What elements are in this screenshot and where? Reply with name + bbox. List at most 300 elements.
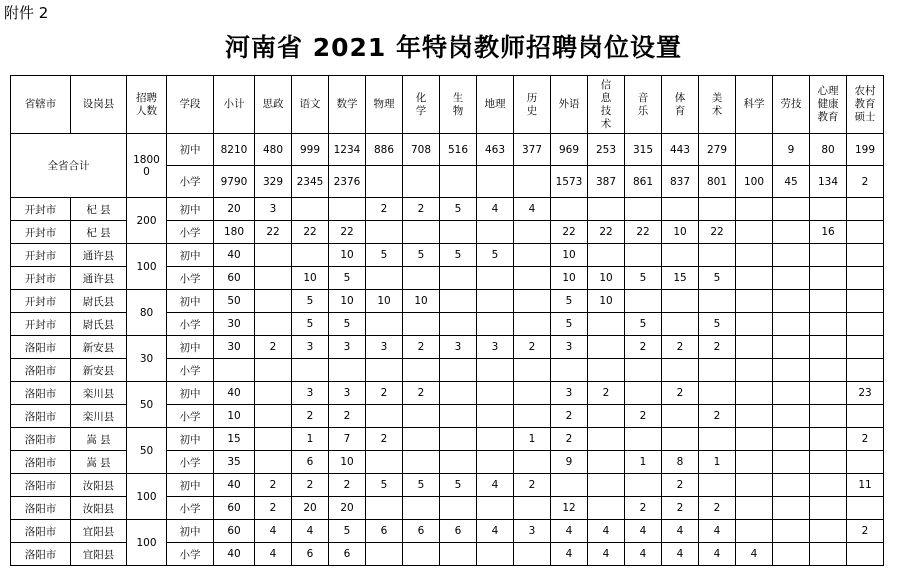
value-cell bbox=[403, 543, 440, 566]
value-cell: 5 bbox=[292, 313, 329, 336]
value-cell bbox=[662, 405, 699, 428]
value-cell bbox=[292, 244, 329, 267]
value-cell bbox=[514, 290, 551, 313]
value-cell: 2 bbox=[403, 382, 440, 405]
value-cell bbox=[810, 244, 847, 267]
value-cell bbox=[699, 382, 736, 405]
value-cell bbox=[847, 336, 884, 359]
value-cell bbox=[773, 359, 810, 382]
value-cell bbox=[736, 244, 773, 267]
value-cell: 9790 bbox=[214, 166, 255, 198]
value-cell bbox=[773, 290, 810, 313]
value-cell bbox=[366, 543, 403, 566]
value-cell: 2 bbox=[403, 336, 440, 359]
value-cell bbox=[810, 336, 847, 359]
column-header: 物理 bbox=[366, 76, 403, 134]
value-cell bbox=[255, 451, 292, 474]
value-cell: 6 bbox=[366, 520, 403, 543]
county-cell: 新安县 bbox=[71, 336, 127, 359]
value-cell: 35 bbox=[214, 451, 255, 474]
value-cell: 1 bbox=[625, 451, 662, 474]
value-cell bbox=[847, 313, 884, 336]
value-cell: 5 bbox=[292, 290, 329, 313]
value-cell: 2 bbox=[366, 382, 403, 405]
value-cell: 15 bbox=[662, 267, 699, 290]
value-cell bbox=[736, 134, 773, 166]
value-cell: 2 bbox=[662, 474, 699, 497]
value-cell bbox=[255, 405, 292, 428]
value-cell bbox=[366, 166, 403, 198]
value-cell bbox=[736, 405, 773, 428]
value-cell: 4 bbox=[699, 520, 736, 543]
value-cell bbox=[514, 221, 551, 244]
value-cell: 5 bbox=[366, 244, 403, 267]
value-cell bbox=[477, 166, 514, 198]
value-cell: 3 bbox=[440, 336, 477, 359]
value-cell bbox=[773, 336, 810, 359]
value-cell: 708 bbox=[403, 134, 440, 166]
value-cell bbox=[810, 520, 847, 543]
value-cell: 2 bbox=[403, 198, 440, 221]
value-cell: 10 bbox=[551, 244, 588, 267]
city-cell: 洛阳市 bbox=[11, 405, 71, 428]
total-label: 全省合计 bbox=[11, 134, 127, 198]
value-cell bbox=[366, 497, 403, 520]
value-cell bbox=[440, 313, 477, 336]
table-row bbox=[11, 520, 884, 543]
value-cell bbox=[773, 543, 810, 566]
value-cell: 2 bbox=[847, 166, 884, 198]
value-cell: 5 bbox=[625, 267, 662, 290]
county-cell: 汝阳县 bbox=[71, 474, 127, 497]
value-cell bbox=[810, 451, 847, 474]
value-cell: 2 bbox=[514, 474, 551, 497]
value-cell: 886 bbox=[366, 134, 403, 166]
value-cell bbox=[255, 382, 292, 405]
column-header: 音 乐 bbox=[625, 76, 662, 134]
value-cell: 4 bbox=[736, 543, 773, 566]
value-cell bbox=[810, 405, 847, 428]
value-cell: 5 bbox=[699, 313, 736, 336]
value-cell bbox=[440, 166, 477, 198]
value-cell bbox=[403, 221, 440, 244]
value-cell bbox=[477, 221, 514, 244]
value-cell bbox=[588, 451, 625, 474]
value-cell bbox=[773, 474, 810, 497]
value-cell bbox=[588, 359, 625, 382]
value-cell bbox=[477, 313, 514, 336]
recruit-count: 100 bbox=[127, 474, 167, 520]
value-cell bbox=[440, 497, 477, 520]
recruit-count: 80 bbox=[127, 290, 167, 336]
value-cell bbox=[736, 336, 773, 359]
county-cell: 新安县 bbox=[71, 359, 127, 382]
value-cell: 6 bbox=[292, 543, 329, 566]
value-cell bbox=[477, 543, 514, 566]
value-cell: 20 bbox=[292, 497, 329, 520]
value-cell: 60 bbox=[214, 497, 255, 520]
value-cell bbox=[810, 474, 847, 497]
value-cell bbox=[625, 428, 662, 451]
value-cell bbox=[514, 382, 551, 405]
value-cell: 443 bbox=[662, 134, 699, 166]
value-cell bbox=[440, 359, 477, 382]
value-cell: 4 bbox=[625, 520, 662, 543]
stage-cell: 小学 bbox=[167, 451, 214, 474]
table-row bbox=[11, 198, 884, 221]
value-cell bbox=[440, 405, 477, 428]
value-cell bbox=[514, 497, 551, 520]
value-cell bbox=[810, 428, 847, 451]
city-cell: 洛阳市 bbox=[11, 336, 71, 359]
value-cell bbox=[736, 474, 773, 497]
value-cell: 23 bbox=[847, 382, 884, 405]
column-header: 数学 bbox=[329, 76, 366, 134]
value-cell bbox=[699, 244, 736, 267]
value-cell: 5 bbox=[403, 244, 440, 267]
value-cell bbox=[847, 497, 884, 520]
value-cell bbox=[214, 359, 255, 382]
value-cell bbox=[736, 359, 773, 382]
value-cell bbox=[366, 451, 403, 474]
value-cell: 199 bbox=[847, 134, 884, 166]
value-cell: 40 bbox=[214, 543, 255, 566]
value-cell: 11 bbox=[847, 474, 884, 497]
value-cell bbox=[736, 451, 773, 474]
recruit-count: 50 bbox=[127, 428, 167, 474]
value-cell: 8210 bbox=[214, 134, 255, 166]
value-cell: 5 bbox=[440, 244, 477, 267]
value-cell: 20 bbox=[214, 198, 255, 221]
column-header: 劳技 bbox=[773, 76, 810, 134]
value-cell bbox=[551, 474, 588, 497]
value-cell: 22 bbox=[625, 221, 662, 244]
value-cell: 15 bbox=[214, 428, 255, 451]
column-header: 体 育 bbox=[662, 76, 699, 134]
value-cell: 2 bbox=[366, 198, 403, 221]
value-cell bbox=[255, 359, 292, 382]
value-cell bbox=[736, 497, 773, 520]
value-cell bbox=[440, 428, 477, 451]
value-cell bbox=[736, 267, 773, 290]
county-cell: 宜阳县 bbox=[71, 520, 127, 543]
value-cell: 4 bbox=[662, 543, 699, 566]
value-cell: 5 bbox=[329, 313, 366, 336]
value-cell: 60 bbox=[214, 267, 255, 290]
value-cell bbox=[736, 428, 773, 451]
value-cell bbox=[810, 267, 847, 290]
value-cell bbox=[329, 359, 366, 382]
value-cell: 10 bbox=[662, 221, 699, 244]
value-cell bbox=[366, 267, 403, 290]
column-header: 美 术 bbox=[699, 76, 736, 134]
value-cell: 2 bbox=[255, 474, 292, 497]
positions-table bbox=[10, 75, 884, 566]
column-header: 省辖市 bbox=[11, 76, 71, 134]
value-cell: 80 bbox=[810, 134, 847, 166]
value-cell: 4 bbox=[588, 520, 625, 543]
value-cell: 2 bbox=[551, 405, 588, 428]
city-cell: 洛阳市 bbox=[11, 497, 71, 520]
value-cell: 5 bbox=[329, 520, 366, 543]
value-cell: 253 bbox=[588, 134, 625, 166]
value-cell: 2 bbox=[514, 336, 551, 359]
recruit-count: 1800 0 bbox=[127, 134, 167, 198]
stage-cell: 初中 bbox=[167, 428, 214, 451]
value-cell bbox=[736, 221, 773, 244]
value-cell bbox=[847, 359, 884, 382]
county-cell: 杞 县 bbox=[71, 198, 127, 221]
value-cell: 30 bbox=[214, 313, 255, 336]
value-cell bbox=[403, 359, 440, 382]
value-cell bbox=[403, 451, 440, 474]
value-cell: 3 bbox=[329, 336, 366, 359]
value-cell: 4 bbox=[699, 543, 736, 566]
value-cell: 4 bbox=[477, 474, 514, 497]
value-cell: 2 bbox=[662, 382, 699, 405]
value-cell bbox=[736, 198, 773, 221]
value-cell: 2 bbox=[255, 336, 292, 359]
value-cell bbox=[699, 359, 736, 382]
value-cell bbox=[625, 474, 662, 497]
value-cell bbox=[588, 313, 625, 336]
column-header: 心理 健康 教育 bbox=[810, 76, 847, 134]
value-cell: 3 bbox=[255, 198, 292, 221]
value-cell bbox=[847, 405, 884, 428]
column-header: 外语 bbox=[551, 76, 588, 134]
value-cell: 3 bbox=[551, 382, 588, 405]
value-cell: 9 bbox=[551, 451, 588, 474]
value-cell: 2 bbox=[366, 428, 403, 451]
value-cell bbox=[736, 290, 773, 313]
value-cell bbox=[366, 359, 403, 382]
value-cell: 4 bbox=[662, 520, 699, 543]
value-cell: 10 bbox=[551, 267, 588, 290]
value-cell bbox=[810, 313, 847, 336]
value-cell bbox=[588, 336, 625, 359]
column-header: 信 息 技 术 bbox=[588, 76, 625, 134]
value-cell bbox=[662, 290, 699, 313]
city-cell: 洛阳市 bbox=[11, 382, 71, 405]
value-cell: 5 bbox=[329, 267, 366, 290]
value-cell bbox=[551, 359, 588, 382]
value-cell bbox=[366, 405, 403, 428]
value-cell: 5 bbox=[366, 474, 403, 497]
value-cell bbox=[625, 290, 662, 313]
value-cell: 8 bbox=[662, 451, 699, 474]
column-header: 科学 bbox=[736, 76, 773, 134]
city-cell: 开封市 bbox=[11, 290, 71, 313]
value-cell: 2 bbox=[699, 497, 736, 520]
column-header: 生 物 bbox=[440, 76, 477, 134]
value-cell: 2 bbox=[699, 405, 736, 428]
value-cell bbox=[773, 497, 810, 520]
value-cell: 4 bbox=[255, 543, 292, 566]
value-cell bbox=[847, 543, 884, 566]
value-cell bbox=[477, 290, 514, 313]
value-cell: 5 bbox=[440, 474, 477, 497]
value-cell: 2 bbox=[329, 405, 366, 428]
value-cell bbox=[699, 428, 736, 451]
value-cell bbox=[847, 451, 884, 474]
value-cell: 6 bbox=[329, 543, 366, 566]
value-cell: 3 bbox=[329, 382, 366, 405]
value-cell bbox=[477, 267, 514, 290]
value-cell: 10 bbox=[588, 290, 625, 313]
column-header: 语文 bbox=[292, 76, 329, 134]
value-cell: 10 bbox=[292, 267, 329, 290]
value-cell bbox=[588, 428, 625, 451]
column-header: 小计 bbox=[214, 76, 255, 134]
value-cell bbox=[403, 405, 440, 428]
city-cell: 洛阳市 bbox=[11, 359, 71, 382]
value-cell: 2 bbox=[551, 428, 588, 451]
value-cell bbox=[625, 382, 662, 405]
value-cell: 4 bbox=[477, 520, 514, 543]
value-cell: 45 bbox=[773, 166, 810, 198]
city-cell: 洛阳市 bbox=[11, 520, 71, 543]
value-cell bbox=[477, 428, 514, 451]
county-cell: 栾川县 bbox=[71, 382, 127, 405]
value-cell bbox=[440, 221, 477, 244]
value-cell: 3 bbox=[477, 336, 514, 359]
stage-cell: 初中 bbox=[167, 382, 214, 405]
value-cell bbox=[403, 428, 440, 451]
value-cell bbox=[736, 313, 773, 336]
value-cell bbox=[699, 474, 736, 497]
value-cell bbox=[477, 451, 514, 474]
value-cell bbox=[810, 290, 847, 313]
value-cell: 4 bbox=[477, 198, 514, 221]
stage-cell: 小学 bbox=[167, 313, 214, 336]
stage-cell: 初中 bbox=[167, 198, 214, 221]
table-row bbox=[11, 474, 884, 497]
value-cell bbox=[810, 198, 847, 221]
value-cell: 6 bbox=[440, 520, 477, 543]
value-cell bbox=[477, 382, 514, 405]
value-cell: 329 bbox=[255, 166, 292, 198]
city-cell: 开封市 bbox=[11, 244, 71, 267]
value-cell bbox=[440, 543, 477, 566]
value-cell bbox=[773, 244, 810, 267]
value-cell: 20 bbox=[329, 497, 366, 520]
value-cell: 1573 bbox=[551, 166, 588, 198]
value-cell bbox=[551, 198, 588, 221]
value-cell: 969 bbox=[551, 134, 588, 166]
value-cell: 2 bbox=[588, 382, 625, 405]
value-cell: 180 bbox=[214, 221, 255, 244]
value-cell: 315 bbox=[625, 134, 662, 166]
value-cell: 1 bbox=[514, 428, 551, 451]
value-cell bbox=[588, 474, 625, 497]
value-cell: 30 bbox=[214, 336, 255, 359]
county-cell: 尉氏县 bbox=[71, 290, 127, 313]
value-cell: 10 bbox=[214, 405, 255, 428]
value-cell: 2 bbox=[847, 520, 884, 543]
value-cell: 377 bbox=[514, 134, 551, 166]
value-cell: 480 bbox=[255, 134, 292, 166]
value-cell bbox=[810, 543, 847, 566]
stage-cell: 小学 bbox=[167, 543, 214, 566]
value-cell: 2376 bbox=[329, 166, 366, 198]
county-cell: 杞 县 bbox=[71, 221, 127, 244]
value-cell bbox=[403, 497, 440, 520]
value-cell: 801 bbox=[699, 166, 736, 198]
recruit-count: 30 bbox=[127, 336, 167, 382]
value-cell bbox=[514, 543, 551, 566]
header-row bbox=[11, 76, 884, 134]
value-cell bbox=[514, 267, 551, 290]
value-cell: 2 bbox=[292, 474, 329, 497]
value-cell: 16 bbox=[810, 221, 847, 244]
value-cell bbox=[773, 198, 810, 221]
value-cell: 10 bbox=[366, 290, 403, 313]
city-cell: 开封市 bbox=[11, 313, 71, 336]
value-cell: 40 bbox=[214, 244, 255, 267]
value-cell bbox=[773, 405, 810, 428]
value-cell: 5 bbox=[551, 290, 588, 313]
value-cell: 134 bbox=[810, 166, 847, 198]
value-cell: 1 bbox=[699, 451, 736, 474]
value-cell bbox=[292, 359, 329, 382]
value-cell: 40 bbox=[214, 382, 255, 405]
value-cell bbox=[255, 244, 292, 267]
value-cell bbox=[588, 497, 625, 520]
county-cell: 栾川县 bbox=[71, 405, 127, 428]
value-cell bbox=[366, 221, 403, 244]
value-cell: 2 bbox=[847, 428, 884, 451]
city-cell: 开封市 bbox=[11, 221, 71, 244]
stage-cell: 初中 bbox=[167, 474, 214, 497]
county-cell: 嵩 县 bbox=[71, 428, 127, 451]
value-cell: 3 bbox=[551, 336, 588, 359]
value-cell bbox=[773, 313, 810, 336]
column-header: 学段 bbox=[167, 76, 214, 134]
total-row bbox=[11, 134, 884, 166]
value-cell: 1 bbox=[292, 428, 329, 451]
city-cell: 洛阳市 bbox=[11, 428, 71, 451]
value-cell: 3 bbox=[366, 336, 403, 359]
table-row bbox=[11, 428, 884, 451]
value-cell: 6 bbox=[403, 520, 440, 543]
value-cell bbox=[662, 313, 699, 336]
value-cell bbox=[625, 198, 662, 221]
value-cell: 837 bbox=[662, 166, 699, 198]
table-row bbox=[11, 244, 884, 267]
value-cell bbox=[588, 405, 625, 428]
value-cell bbox=[514, 166, 551, 198]
table-row bbox=[11, 290, 884, 313]
value-cell: 861 bbox=[625, 166, 662, 198]
value-cell bbox=[292, 198, 329, 221]
value-cell bbox=[477, 497, 514, 520]
value-cell bbox=[773, 520, 810, 543]
value-cell bbox=[255, 267, 292, 290]
value-cell: 22 bbox=[588, 221, 625, 244]
value-cell: 22 bbox=[551, 221, 588, 244]
stage-cell: 小学 bbox=[167, 166, 214, 198]
value-cell: 3 bbox=[292, 336, 329, 359]
value-cell: 4 bbox=[551, 520, 588, 543]
value-cell bbox=[588, 198, 625, 221]
value-cell: 6 bbox=[292, 451, 329, 474]
value-cell: 4 bbox=[588, 543, 625, 566]
value-cell: 279 bbox=[699, 134, 736, 166]
value-cell: 10 bbox=[329, 290, 366, 313]
value-cell bbox=[847, 244, 884, 267]
value-cell: 2 bbox=[699, 336, 736, 359]
value-cell bbox=[736, 382, 773, 405]
